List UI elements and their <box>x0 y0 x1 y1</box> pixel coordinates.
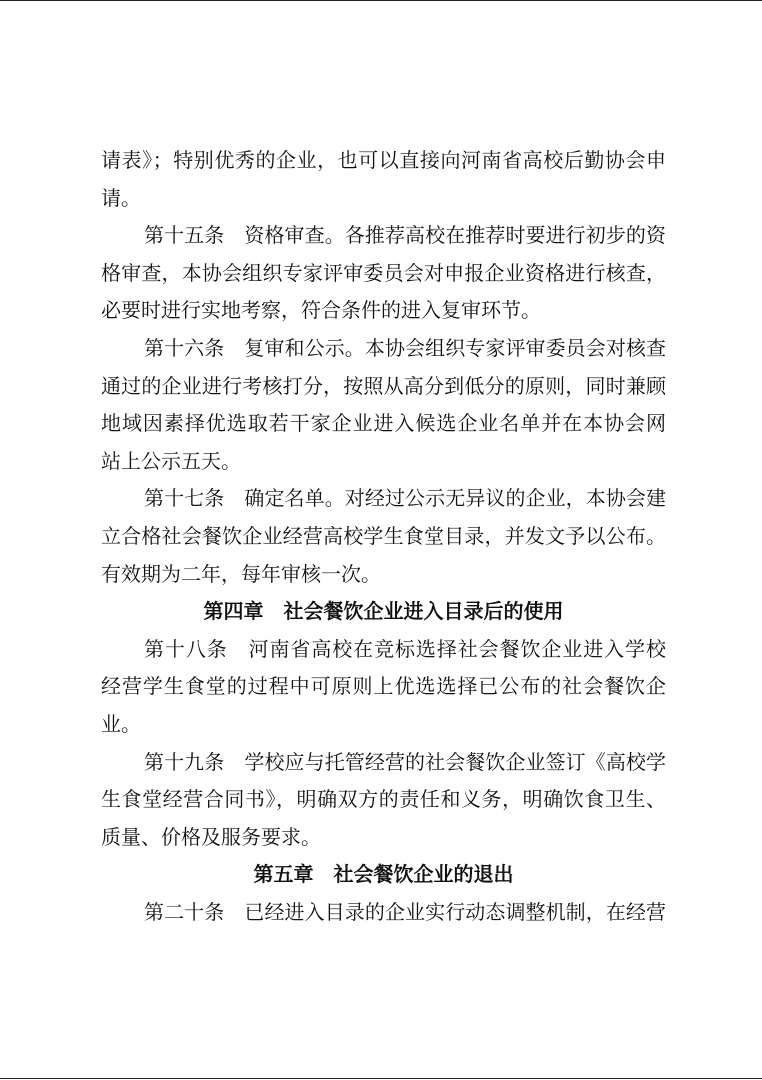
chapter-4-heading: 第四章 社会餐饮企业进入目录后的使用 <box>203 599 564 624</box>
text-line: 通过的企业进行考核打分，按照从高分到低分的原则，同时兼顾 <box>101 373 666 398</box>
article-19-line: 第十九条 学校应与托管经营的社会餐饮企业签订《高校学 <box>144 749 666 774</box>
text-line: 业。 <box>101 711 141 736</box>
page-top-border <box>0 0 762 1</box>
text-line: 请表》；特别优秀的企业，也可以直接向河南省高校后勤协会申 <box>101 148 666 172</box>
text-line: 站上公示五天。 <box>101 448 241 473</box>
article-16-line: 第十六条 复审和公示。本协会组织专家评审委员会对核查 <box>144 335 666 360</box>
text-line: 质量、价格及服务要求。 <box>101 824 321 849</box>
article-17-line: 第十七条 确定名单。对经过公示无异议的企业，本协会建 <box>144 486 666 511</box>
article-18-line: 第十八条 河南省高校在竞标选择社会餐饮企业进入学校 <box>144 636 666 661</box>
text-line: 必要时进行实地考察，符合条件的进入复审环节。 <box>101 298 541 323</box>
article-15-line: 第十五条 资格审查。各推荐高校在推荐时要进行初步的资 <box>144 223 666 248</box>
page-bottom-border <box>0 1078 762 1079</box>
text-line: 请。 <box>101 185 141 210</box>
text-line: 生食堂经营合同书》，明确双方的责任和义务，明确饮食卫生、 <box>101 787 666 812</box>
chapter-5-heading: 第五章 社会餐饮企业的退出 <box>253 862 514 887</box>
article-20-line: 第二十条 已经进入目录的企业实行动态调整机制，在经营 <box>144 899 666 924</box>
text-line: 地域因素择优选取若干家企业进入候选企业名单并在本协会网 <box>101 411 666 436</box>
text-line: 经营学生食堂的过程中可原则上优选选择已公布的社会餐饮企 <box>101 674 666 699</box>
text-line: 立合格社会餐饮企业经营高校学生食堂目录，并发文予以公布。 <box>101 523 666 548</box>
text-line: 格审查，本协会组织专家评审委员会对申报企业资格进行核查， <box>101 260 666 285</box>
document-body <box>101 142 666 931</box>
text-line: 有效期为二年，每年审核一次。 <box>101 561 381 586</box>
